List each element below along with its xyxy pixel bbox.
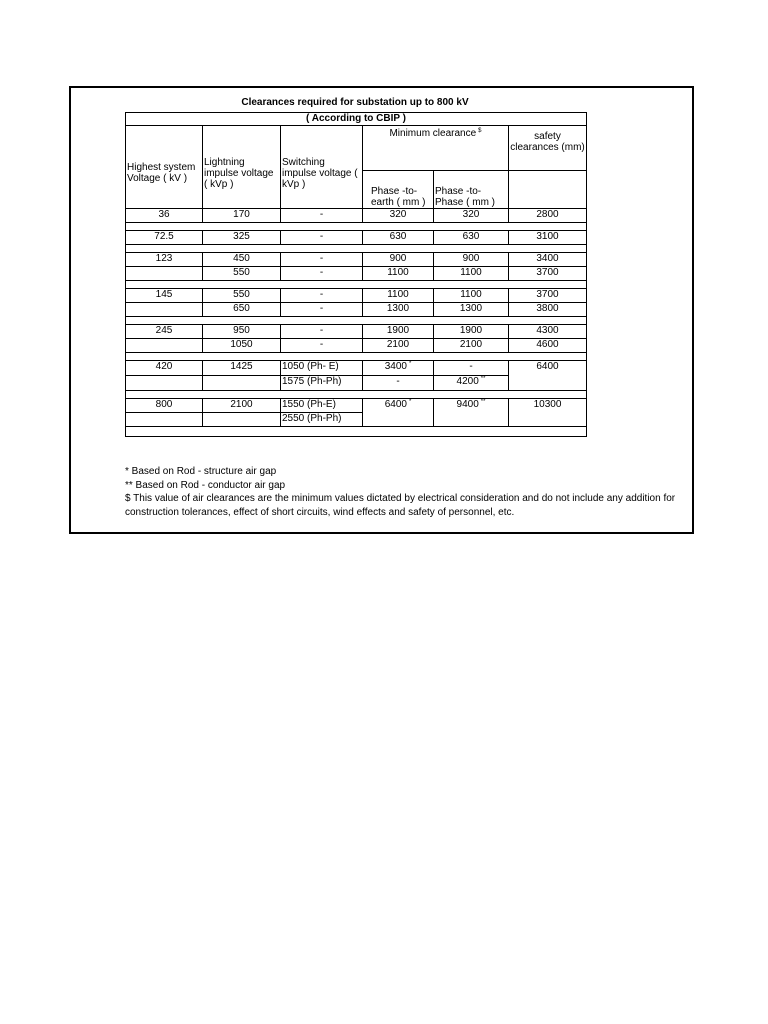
footnote-rod-structure: * Based on Rod - structure air gap (125, 466, 277, 477)
table-row (126, 267, 587, 281)
spacer-row (126, 353, 587, 361)
cell-switching: 1550 (Ph-E) (281, 399, 363, 413)
table-row (126, 303, 587, 317)
table-row (126, 361, 587, 376)
double-asterisk-marker: ** (480, 399, 486, 405)
asterisk-marker: * (408, 361, 412, 367)
cell-lightning: 325 (203, 231, 281, 245)
cell-phase-earth (363, 361, 434, 376)
cell-lightning: 170 (203, 209, 281, 223)
cell-voltage: 123 (126, 253, 203, 267)
cell-switching: - (281, 303, 363, 317)
table-subtitle: ( According to CBIP ) (126, 113, 587, 126)
cell-phase-earth-value: 3400 (384, 361, 407, 372)
header-highest-voltage: Highest system Voltage ( kV ) (126, 126, 203, 209)
cell-safety: 10300 (509, 399, 587, 427)
cell-phase-earth: - (363, 376, 434, 391)
clearance-table (125, 112, 587, 437)
cell-safety: 2800 (509, 209, 587, 223)
header-phase-to-earth: Phase -to- earth ( mm ) (363, 171, 434, 209)
table-row (126, 325, 587, 339)
table-title: Clearances required for substation up to 800 kV (241, 97, 469, 108)
cell-phase-earth: 1900 (363, 325, 434, 339)
cell-phase-phase-value: 9400 (456, 399, 479, 410)
cell-phase-phase: - (434, 361, 509, 376)
table-row (126, 113, 587, 126)
cell-voltage: 245 (126, 325, 203, 339)
table-row (126, 399, 587, 413)
footnotes (125, 465, 685, 519)
cell-voltage: 420 (126, 361, 203, 376)
header-switching-impulse: Switching impulse voltage ( kVp ) (281, 126, 363, 209)
table-row (126, 289, 587, 303)
spacer-row (126, 427, 587, 437)
table-row (126, 339, 587, 353)
cell-lightning (203, 376, 281, 391)
cell-phase-phase: 1900 (434, 325, 509, 339)
cell-voltage: 145 (126, 289, 203, 303)
cell-lightning: 1425 (203, 361, 281, 376)
cell-phase-phase (434, 376, 509, 391)
cell-switching: - (281, 231, 363, 245)
cell-safety: 3400 (509, 253, 587, 267)
double-asterisk-marker: ** (480, 376, 486, 382)
cell-switching: - (281, 325, 363, 339)
cell-lightning: 1050 (203, 339, 281, 353)
cell-voltage: 72.5 (126, 231, 203, 245)
cell-switching: 1575 (Ph-Ph) (281, 376, 363, 391)
cell-voltage (126, 303, 203, 317)
cell-phase-earth: 1100 (363, 289, 434, 303)
cell-switching: - (281, 289, 363, 303)
cell-phase-earth: 1300 (363, 303, 434, 317)
cell-lightning: 650 (203, 303, 281, 317)
cell-phase-phase: 1100 (434, 267, 509, 281)
cell-lightning: 450 (203, 253, 281, 267)
cell-phase-phase: 1100 (434, 289, 509, 303)
spacer-row (126, 281, 587, 289)
cell-switching: - (281, 339, 363, 353)
cell-lightning: 2100 (203, 399, 281, 413)
cell-phase-earth: 1100 (363, 267, 434, 281)
cell-phase-earth: 630 (363, 231, 434, 245)
cell-phase-phase: 320 (434, 209, 509, 223)
cell-phase-phase: 2100 (434, 339, 509, 353)
cell-safety: 3700 (509, 289, 587, 303)
header-lightning-impulse: Lightning impulse voltage ( kVp ) (203, 126, 281, 209)
cell-safety: 3700 (509, 267, 587, 281)
spacer-row (126, 245, 587, 253)
spacer-row (126, 317, 587, 325)
footnote-rod-conductor: ** Based on Rod - conductor air gap (125, 479, 286, 491)
cell-lightning: 550 (203, 267, 281, 281)
cell-voltage (126, 339, 203, 353)
cell-phase-earth: 320 (363, 209, 434, 223)
cell-phase-phase: 900 (434, 253, 509, 267)
table-row (126, 209, 587, 223)
cell-voltage: 36 (126, 209, 203, 223)
cell-safety: 4300 (509, 325, 587, 339)
table-header-row (126, 126, 587, 171)
spacer-row (126, 223, 587, 231)
cell-phase-earth (363, 399, 434, 427)
header-minimum-clearance-label: Minimum clearance (389, 128, 477, 139)
footnote-air-clearance: $ This value of air clearances are the minimum values dictated by electrical consideration and do not include any addition for construction tolerances, effect of short circuits, wind effects and safety of personnel, etc. (125, 493, 676, 518)
table-row (126, 253, 587, 267)
cell-lightning: 950 (203, 325, 281, 339)
cell-safety: 6400 (509, 361, 587, 391)
cell-phase-phase: 630 (434, 231, 509, 245)
cell-voltage: 800 (126, 399, 203, 413)
header-minimum-clearance (363, 126, 509, 171)
cell-safety: 3800 (509, 303, 587, 317)
header-safety-clearances: safety clearances (mm) (509, 126, 587, 171)
cell-phase-phase-value: 4200 (456, 376, 479, 387)
header-phase-to-phase: Phase -to- Phase ( mm ) (434, 171, 509, 209)
cell-lightning: 550 (203, 289, 281, 303)
cell-phase-phase: 1300 (434, 303, 509, 317)
cell-phase-earth-value: 6400 (384, 399, 407, 410)
asterisk-marker: * (408, 399, 412, 405)
cell-voltage (126, 376, 203, 391)
cell-voltage (126, 267, 203, 281)
cell-safety: 3100 (509, 231, 587, 245)
header-empty-cell (509, 171, 587, 209)
cell-phase-earth: 2100 (363, 339, 434, 353)
dollar-marker: $ (478, 128, 482, 134)
cell-switching: 2550 (Ph-Ph) (281, 413, 363, 427)
cell-switching: - (281, 253, 363, 267)
cell-switching: - (281, 209, 363, 223)
cell-phase-phase (434, 399, 509, 427)
table-row (126, 231, 587, 245)
cell-lightning (203, 413, 281, 427)
cell-safety: 4600 (509, 339, 587, 353)
cell-phase-earth: 900 (363, 253, 434, 267)
cell-switching: - (281, 267, 363, 281)
cell-voltage (126, 413, 203, 427)
spacer-row (126, 391, 587, 399)
cell-switching: 1050 (Ph- E) (281, 361, 363, 376)
